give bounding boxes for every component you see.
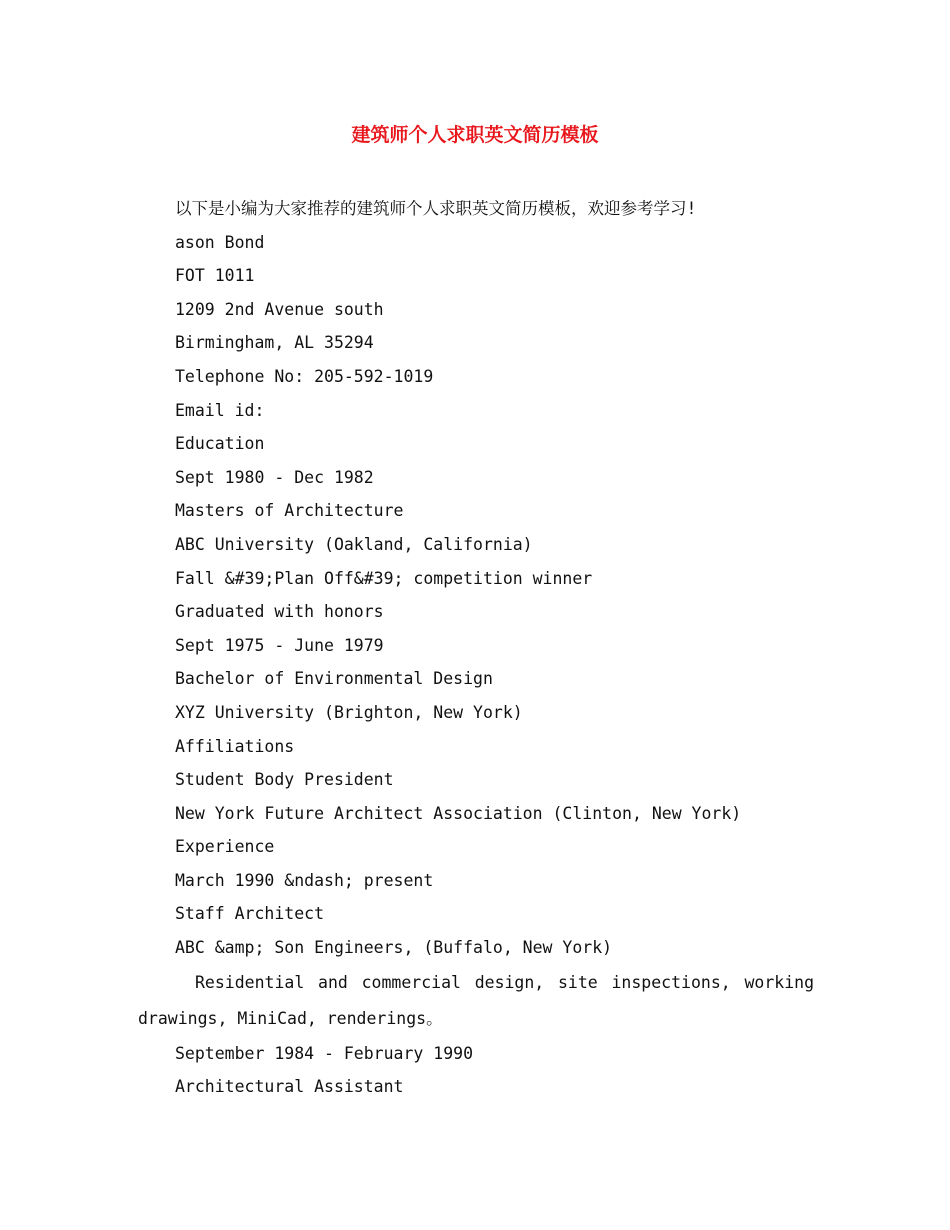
affiliation-2: New York Future Architect Association (Clinton, New York) [175, 803, 742, 823]
education-honors-1: Graduated with honors [175, 602, 384, 622]
education-award-1: Fall &#39;Plan Off&#39; competition winner [175, 568, 593, 588]
education-degree-2: Bachelor of Environmental Design [175, 669, 493, 689]
experience-role-2: Architectural Assistant [175, 1077, 404, 1097]
education-school-1: ABC University (Oakland, California) [175, 534, 533, 554]
education-degree-1: Masters of Architecture [175, 501, 404, 521]
experience-dates-2: September 1984 - February 1990 [175, 1043, 474, 1063]
address-line: 1209 2nd Avenue south [175, 299, 384, 319]
education-dates-1: Sept 1980 - Dec 1982 [175, 467, 374, 487]
experience-employer-1: ABC &amp; Son Engineers, (Buffalo, New York) [175, 938, 613, 958]
section-heading-experience: Experience [175, 837, 275, 857]
section-heading-education: Education [175, 434, 265, 454]
experience-dates-1: March 1990 &ndash; present [175, 870, 434, 890]
education-dates-2: Sept 1975 - June 1979 [175, 635, 384, 655]
affiliation-1: Student Body President [175, 770, 394, 790]
education-school-2: XYZ University (Brighton, New York) [175, 702, 523, 722]
office-line: FOT 1011 [175, 266, 255, 286]
city-line: Birmingham, AL 35294 [175, 333, 374, 353]
document-body [138, 192, 814, 1104]
experience-description-1: Residential and commercial design, site inspections, working drawings, MiniCad, renderings。 [138, 972, 814, 1028]
section-heading-affiliations: Affiliations [175, 736, 295, 756]
email-line: Email id: [175, 400, 265, 420]
experience-role-1: Staff Architect [175, 904, 325, 924]
document-title: 建筑师个人求职英文简历模板 [351, 124, 599, 146]
telephone-line: Telephone No: 205-592-1019 [175, 366, 434, 386]
name-line: ason Bond [175, 232, 265, 252]
intro-line: 以下是小编为大家推荐的建筑师个人求职英文简历模板，欢迎参考学习! [175, 199, 697, 218]
